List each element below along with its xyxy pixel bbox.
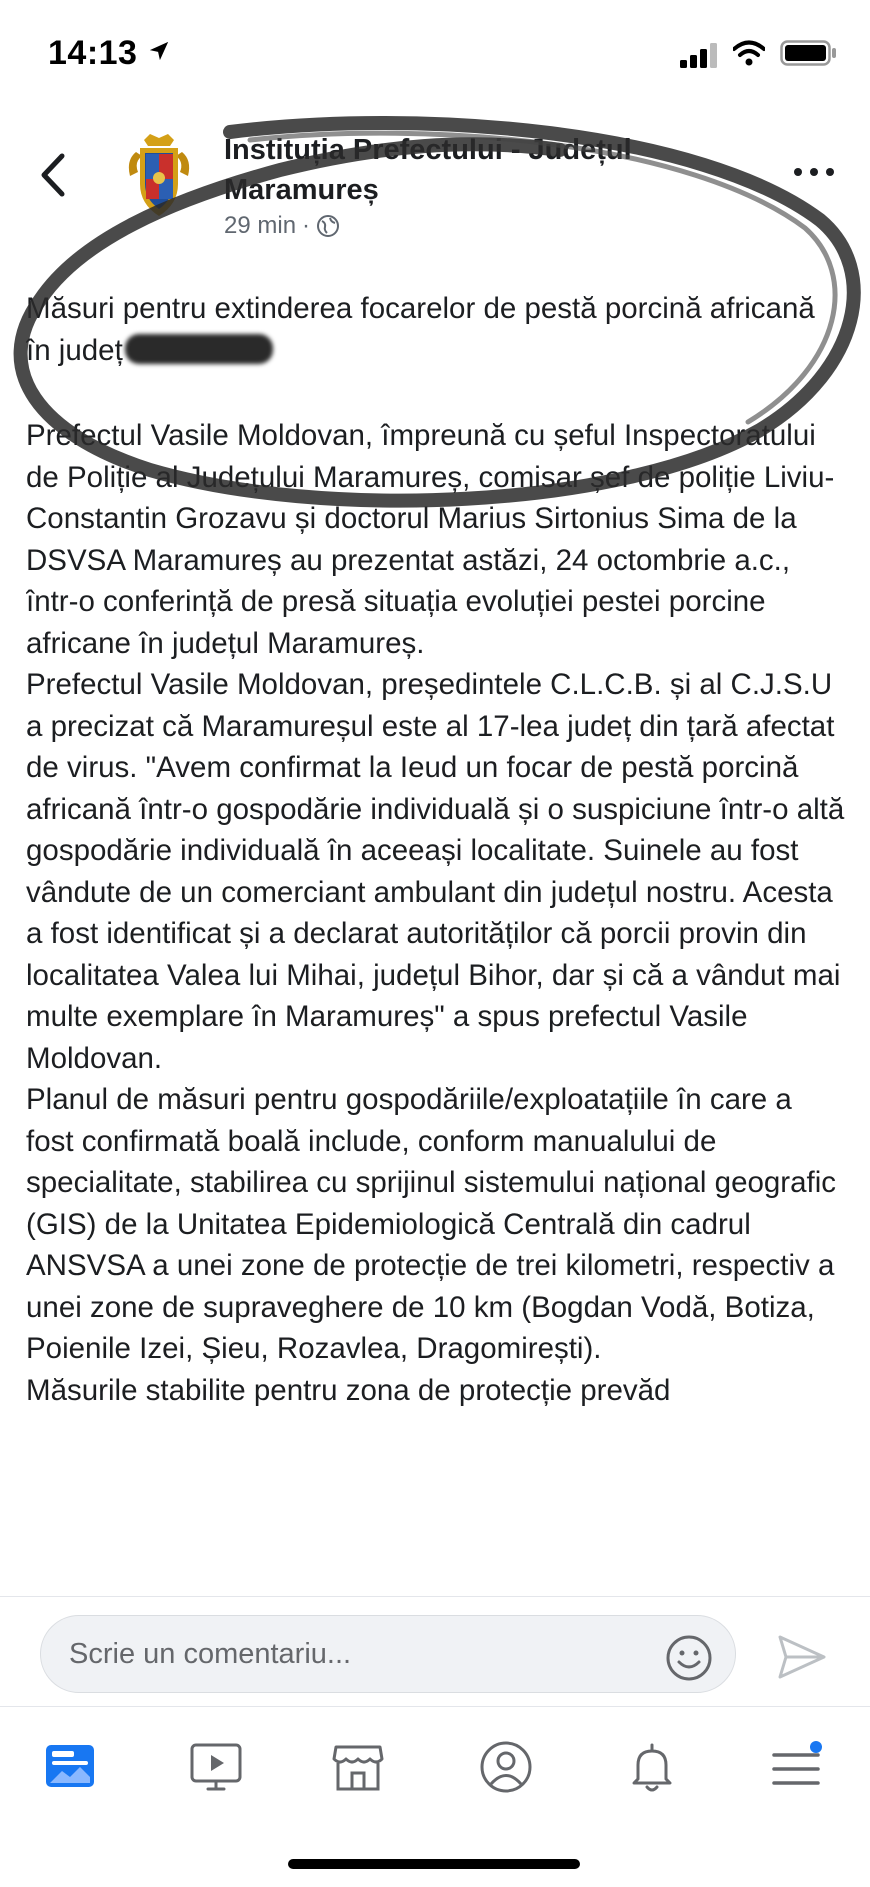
globe-icon — [316, 214, 340, 238]
send-icon[interactable] — [776, 1633, 828, 1681]
post-paragraph: Planul de măsuri pentru gospodăriile/exploatațiile în care a fost confirmată boală include, conform manualului de specialitate, stabilirea cu sprijinul sistemului național geografic (GIS) de la Unitatea Epidemiologică Centrală din cadrul ANSVSA a unei zone de protecție de trei kilometri, respectiv a unei zone de supraveghere de 10 km (Bogdan Vodă, Botiza, Poienile Izei, Șieu, Rozavlea, Dragomirești). — [26, 1083, 837, 1365]
nav-marketplace[interactable] — [318, 1727, 398, 1807]
wifi-icon — [733, 40, 765, 66]
post-headline-text: Măsuri pentru extinderea focarelor de pestă porcină africană în județ — [26, 292, 815, 367]
notifications-bell-icon — [622, 1737, 682, 1797]
menu-icon — [766, 1737, 826, 1797]
news-feed-icon — [40, 1737, 100, 1797]
location-arrow-icon — [148, 40, 170, 62]
page-name-link[interactable]: Instituția Prefectului - Județul Maramureș — [224, 134, 632, 206]
nav-watch[interactable] — [176, 1727, 256, 1807]
bottom-navigation — [0, 1706, 870, 1887]
post-paragraph: Prefectul Vasile Moldovan, președintele C.L.C.B. și al C.J.S.U a precizat că Maramureșul este al 17-lea județ din țară afectat de virus. "Avem confirmat la Ieud un focar de pestă porcină africană într-o gospodărie individuală și o suspiciune într-o altă gospodărie individuală în aceeași localitate. Suinele au fost vândute de un comerciant ambulant din județul nostru. Acesta a fost identificat și a declarat autorităților că porcii provin din localitatea Valea lui Mihai, județul Bihor, dar și că a vândut mai multe exemplare în Maramureș" a spus prefectul Vasile Moldovan. — [26, 668, 845, 1075]
status-time: 14:13 — [48, 34, 138, 72]
cellular-signal-icon — [680, 42, 720, 68]
page-logo-coat-of-arms[interactable] — [124, 132, 194, 222]
status-bar — [0, 0, 870, 110]
comment-input[interactable] — [40, 1615, 736, 1693]
nav-notifications[interactable] — [612, 1727, 692, 1807]
menu-badge-dot — [810, 1741, 822, 1753]
more-options-icon[interactable] — [790, 160, 838, 184]
post-paragraph: Măsurile stabilite pentru zona de protecție prevăd — [26, 1373, 671, 1407]
emoji-icon[interactable] — [664, 1633, 714, 1683]
profile-icon — [476, 1737, 536, 1797]
marketplace-icon — [328, 1737, 388, 1797]
post-body — [26, 288, 846, 1588]
nav-news-feed[interactable] — [30, 1727, 110, 1807]
redaction-mark — [125, 334, 273, 364]
home-indicator[interactable] — [288, 1859, 580, 1869]
post-meta — [224, 212, 340, 240]
post-paragraph: Prefectul Vasile Moldovan, împreună cu șeful Inspectoratului de Poliție al Județului Maramureș, comisar șef de poliție Liviu-Constantin Grozavu și doctorul Marius Sirtonius Sima de la DSVSA Maramureș au prezentat astăzi, 24 octombrie a.c., într-o conferință de presă situația evoluției pestei porcine africane în județul Maramureș. — [26, 419, 835, 660]
meta-separator: · — [302, 212, 311, 239]
comment-bar — [0, 1596, 870, 1707]
nav-profile[interactable] — [466, 1727, 546, 1807]
battery-icon — [780, 40, 838, 66]
nav-menu[interactable] — [756, 1727, 836, 1807]
back-button[interactable] — [36, 152, 72, 198]
post-time[interactable]: 29 min — [224, 212, 297, 239]
watch-video-icon — [186, 1737, 246, 1797]
post-headline — [26, 288, 846, 371]
